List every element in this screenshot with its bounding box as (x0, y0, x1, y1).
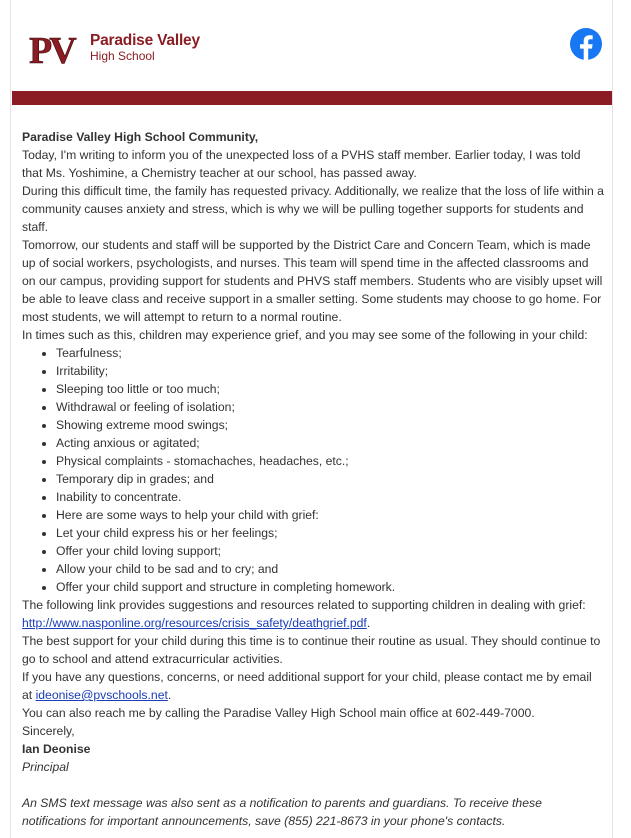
email-link[interactable]: ideonise@pvschools.net (35, 688, 168, 702)
list-item: • Acting anxious or agitated; (56, 434, 604, 452)
list-item: • Allow your child to be sad and to cry; and (56, 560, 604, 578)
signer-name: Ian Deonise (22, 742, 91, 756)
closing: Sincerely, (22, 724, 75, 738)
letter-body (22, 128, 604, 830)
resource-link-line (22, 614, 604, 632)
list-item: • Irritability; (56, 362, 604, 380)
pv-logo-mark (28, 32, 88, 66)
grief-signs-list (22, 344, 604, 596)
list-item: • Let your child express his or her feelings; (56, 524, 604, 542)
sms-note: An SMS text message was also sent as a notification to parents and guardians. To receive these notifications for important announcements, save (855) 221-8673 in your phone's contacts. (22, 796, 542, 828)
paragraph-5: The following link provides suggestions and resources related to supporting children in dealing with grief: (22, 598, 586, 612)
paragraph-7 (22, 668, 604, 704)
list-item: • Physical complaints - stomachaches, headaches, etc.; (56, 452, 604, 470)
grief-resource-link[interactable]: http://www.nasponline.org/resources/crisis_safety/deathgrief.pdf (22, 616, 367, 630)
list-item: • Withdrawal or feeling of isolation; (56, 398, 604, 416)
link-period: . (366, 616, 371, 630)
paragraph-3: Tomorrow, our students and staff will be supported by the District Care and Concern Team, which is made up of social workers, psychologists, and nurses. This team will spend time in the affected classrooms and on our campus, providing support for students and PHVS staff members. Students who are visibly upset will be able to leave class and receive support in a smaller setting. Some students may choose to go home. For most students, we will attempt to return to a normal routine. (22, 238, 603, 324)
facebook-icon[interactable] (570, 28, 602, 60)
email-period: . (167, 688, 172, 702)
signer-title: Principal (22, 760, 69, 774)
greeting: Paradise Valley High School Community, (22, 130, 259, 144)
paragraph-1: Today, I'm writing to inform you of the unexpected loss of a PVHS staff member. Earlier today, I was told that Ms. Yoshimine, a Chemistry teacher at our school, has passed away. (22, 148, 581, 180)
paragraph-6: The best support for your child during this time is to continue their routine as usual. They should continue to go to school and attend extracurricular activities. (22, 634, 601, 666)
header-banner (12, 91, 612, 105)
paragraph-2: During this difficult time, the family has requested privacy. Additionally, we realize that the loss of life within a community causes anxiety and stress, which is why we will be pulling together supports for students and staff. (22, 184, 604, 234)
list-item: • Inability to concentrate. (56, 488, 604, 506)
list-item: • Sleeping too little or too much; (56, 380, 604, 398)
list-item: • Offer your child loving support; (56, 542, 604, 560)
list-item: • Tearfulness; (56, 344, 604, 362)
list-item: • Offer your child support and structure in completing homework. (56, 578, 604, 596)
header (12, 18, 612, 78)
logo-line2: High School (90, 49, 155, 63)
svg-text:PV: PV (29, 32, 74, 66)
logo-line1: Paradise Valley (90, 32, 200, 49)
contact-text: If you have any questions, concerns, or need additional support for your child, please contact me by email at (22, 670, 592, 702)
paragraph-4: In times such as this, children may experience grief, and you may see some of the following in your child: (22, 328, 588, 342)
list-item: • Temporary dip in grades; and (56, 470, 604, 488)
paragraph-8: You can also reach me by calling the Paradise Valley High School main office at 602-449-7000. (22, 706, 535, 720)
list-item: • Showing extreme mood swings; (56, 416, 604, 434)
list-item: • Here are some ways to help your child with grief: (56, 506, 604, 524)
